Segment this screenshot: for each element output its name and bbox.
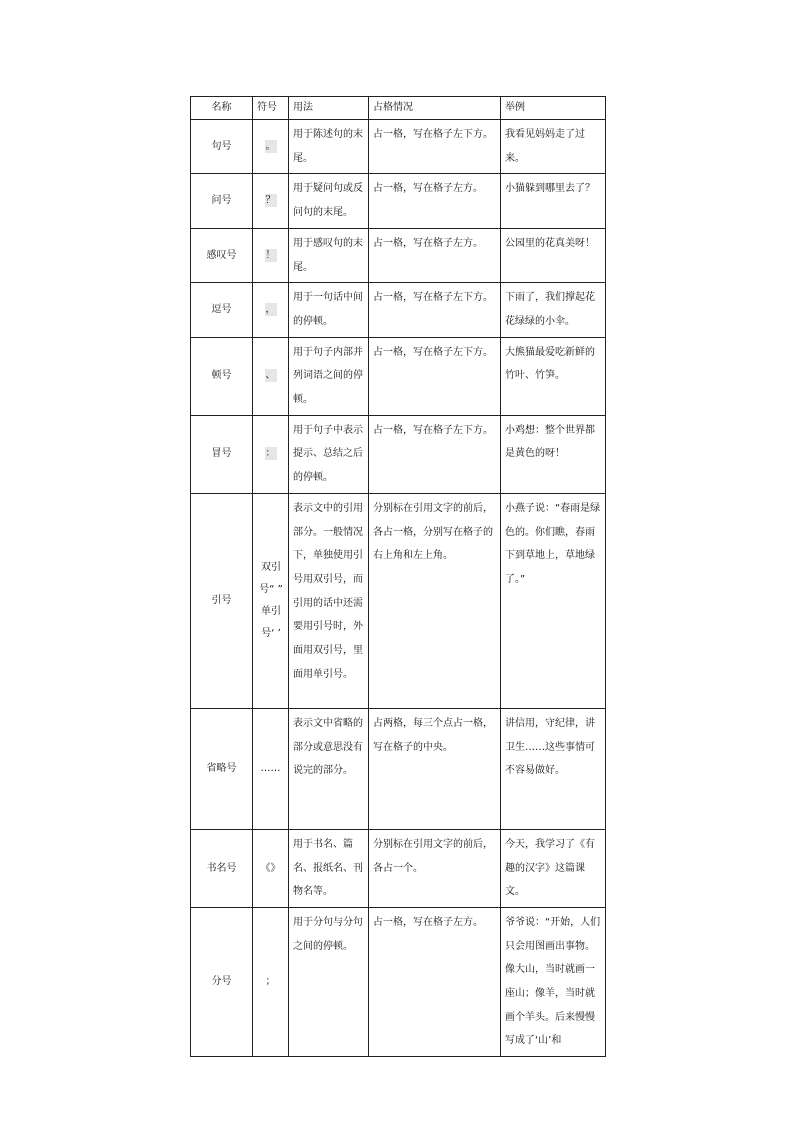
table-row [191, 283, 606, 337]
row-usage: 表示文中的引用部分。一般情况下，单独使用引号用双引号，而引用的话中还需要用引号时，外面用双引号，里面用单引号。 [289, 493, 369, 708]
row-example: 我看见妈妈走了过来。 [501, 120, 606, 174]
row-usage: 表示文中省略的部分或意思没有说完的部分。 [289, 708, 369, 829]
row-example: 讲信用，守纪律，讲卫生……这些事情可不容易做好。 [501, 708, 606, 829]
row-name: 省略号 [191, 708, 253, 829]
row-name: 冒号 [191, 415, 253, 493]
row-usage: 用于陈述句的末尾。 [289, 120, 369, 174]
row-usage: 用于句子内部并列词语之间的停顿。 [289, 337, 369, 415]
symbol-glyph: 。 [265, 140, 276, 152]
row-symbol: 《》 [253, 829, 289, 907]
row-symbol [253, 228, 289, 282]
row-example: 公园里的花真美呀！ [501, 228, 606, 282]
table-row [191, 228, 606, 282]
row-usage: 用于一句话中间的停顿。 [289, 283, 369, 337]
row-placement: 分别标在引用文字的前后，各占一格，分别写在格子的右上角和左上角。 [369, 493, 501, 708]
header-symbol: 符号 [253, 97, 289, 120]
row-name: 顿号 [191, 337, 253, 415]
table-row [191, 337, 606, 415]
row-placement: 占一格，写在格子左下方。 [369, 283, 501, 337]
header-name: 名称 [191, 97, 253, 120]
punctuation-table [190, 96, 606, 1057]
row-name: 书名号 [191, 829, 253, 907]
row-symbol [253, 415, 289, 493]
table-row [191, 829, 606, 907]
row-placement: 占一格，写在格子左方。 [369, 907, 501, 1056]
row-example: 小燕子说：“春雨是绿色的。你们瞧，春雨下到草地上，草地绿了。” [501, 493, 606, 708]
row-usage: 用于句子中表示提示、总结之后的停顿。 [289, 415, 369, 493]
row-example: 下雨了，我们撑起花花绿绿的小伞。 [501, 283, 606, 337]
row-placement: 占一格，写在格子左方。 [369, 174, 501, 228]
header-usage: 用法 [289, 97, 369, 120]
row-example: 小猫躲到哪里去了？ [501, 174, 606, 228]
row-placement: 分别标在引用文字的前后，各占一个。 [369, 829, 501, 907]
header-placement: 占格情况 [369, 97, 501, 120]
row-placement: 占一格，写在格子左方。 [369, 228, 501, 282]
row-symbol [253, 120, 289, 174]
header-row [191, 97, 606, 120]
row-symbol: ； [253, 907, 289, 1056]
row-usage: 用于分句与分句之间的停顿。 [289, 907, 369, 1056]
table-row [191, 907, 606, 1056]
row-placement: 占一格，写在格子左下方。 [369, 415, 501, 493]
table-row [191, 708, 606, 829]
symbol-line-double: 双引号“ ” [259, 561, 283, 595]
row-name: 分号 [191, 907, 253, 1056]
row-placement: 占一格，写在格子左下方。 [369, 120, 501, 174]
row-placement: 占一格，写在格子左下方。 [369, 337, 501, 415]
symbol-glyph: ！ [265, 249, 276, 261]
symbol-glyph: ？ [265, 195, 276, 207]
table-row [191, 415, 606, 493]
row-name: 逗号 [191, 283, 253, 337]
row-name: 引号 [191, 493, 253, 708]
row-symbol [253, 174, 289, 228]
row-placement: 占两格，每三个点占一格，写在格子的中央。 [369, 708, 501, 829]
row-usage: 用于书名、篇名、报纸名、刊物名等。 [289, 829, 369, 907]
row-example: 大熊猫最爱吃新鲜的竹叶、竹笋。 [501, 337, 606, 415]
row-example: 爷爷说：“开始，人们只会用图画出事物。像大山，当时就画一座山；像羊，当时就画个羊头。后来慢慢写成了‘山’和 [501, 907, 606, 1056]
row-name: 感叹号 [191, 228, 253, 282]
symbol-line-single: 单引号‘ ’ [261, 605, 281, 639]
table-row [191, 174, 606, 228]
row-example: 小鸡想：整个世界都是黄色的呀！ [501, 415, 606, 493]
symbol-glyph: ： [265, 448, 276, 460]
row-usage: 用于疑问句或反问句的末尾。 [289, 174, 369, 228]
row-symbol [253, 283, 289, 337]
row-symbol [253, 493, 289, 708]
table-row [191, 493, 606, 708]
row-name: 句号 [191, 120, 253, 174]
header-example: 举例 [501, 97, 606, 120]
table-row [191, 120, 606, 174]
row-example: 今天，我学习了《有趣的汉字》这篇课文。 [501, 829, 606, 907]
row-symbol [253, 337, 289, 415]
symbol-glyph: ， [265, 304, 276, 316]
row-name: 问号 [191, 174, 253, 228]
row-symbol: …… [253, 708, 289, 829]
row-usage: 用于感叹句的末尾。 [289, 228, 369, 282]
symbol-glyph: 、 [265, 370, 276, 382]
